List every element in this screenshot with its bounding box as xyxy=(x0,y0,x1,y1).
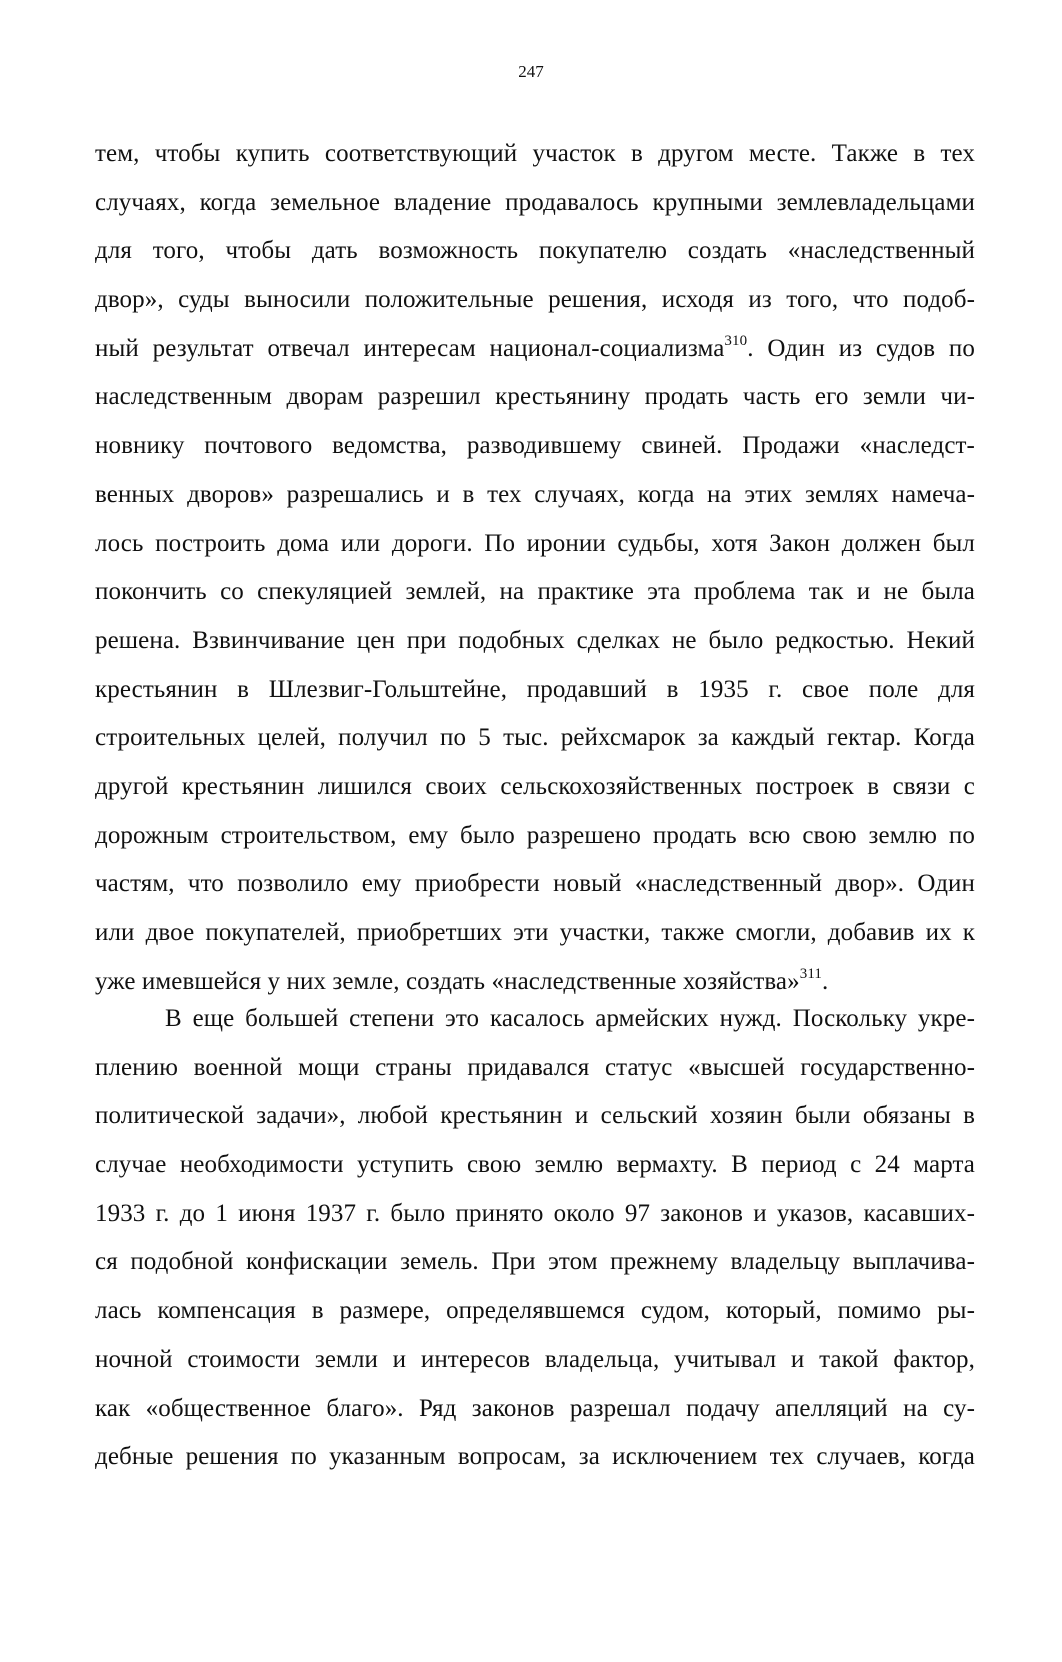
text-line: двор», суды выносили положительные решения, исходя из того, что подоб- xyxy=(95,286,975,314)
text-line: политической задачи», любой крестьянин и сельский хозяин были обязаны в xyxy=(95,1102,975,1130)
line-text-after-footnote: . Один из судов по xyxy=(747,334,975,362)
text-line: или двое покупателей, приобретших эти участки, также смогли, добавив их к xyxy=(95,919,975,946)
text-line: случаях, когда земельное владение продавалось крупными землевладельцами xyxy=(95,188,975,216)
text-line: тем, чтобы купить соответствующий участок в другом месте. Также в тех xyxy=(95,140,975,167)
text-line: 1933 г. до 1 июня 1937 г. было принято около 97 законов и указов, касавших- xyxy=(95,1199,975,1227)
text-line: новнику почтового ведомства, разводившему свиней. Продажи «наследст- xyxy=(95,432,975,460)
text-line: дебные решения по указанным вопросам, за исключением тех случаев, когда xyxy=(95,1443,975,1471)
paragraph-1 xyxy=(95,130,975,1006)
text-line: как «общественное благо». Ряд законов разрешал подачу апелляций на су- xyxy=(95,1394,975,1422)
text-line: покончить со спекуляцией землей, на практике эта проблема так и не была xyxy=(95,578,975,606)
paragraph-2 xyxy=(95,995,975,1482)
text-line: частям, что позволило ему приобрести новый «наследственный двор». Один xyxy=(95,870,975,898)
line-text-after-footnote: . xyxy=(821,967,829,995)
footnote-ref-310: 310 xyxy=(724,332,748,349)
text-line: другой крестьянин лишился своих сельскохозяйственных построек в связи с xyxy=(95,772,975,800)
footnote-ref-311: 311 xyxy=(799,965,822,982)
text-line: наследственным дворам разрешил крестьянину продать часть его земли чи- xyxy=(95,383,975,411)
text-line xyxy=(95,325,975,374)
text-line: случае необходимости уступить свою землю вермахту. В период с 24 марта xyxy=(95,1151,975,1179)
text-line: ся подобной конфискации земель. При этом прежнему владельцу выплачива- xyxy=(95,1248,975,1276)
text-line: В еще большей степени это касалось армейских нужд. Поскольку укре- xyxy=(165,1005,975,1032)
text-line: лась компенсация в размере, определявшемся судом, который, помимо ры- xyxy=(95,1297,975,1325)
line-text: ный результат отвечал интересам национал-социализма xyxy=(95,334,725,362)
text-line: ночной стоимости земли и интересов владельца, учитывал и такой фактор, xyxy=(95,1345,975,1373)
line-text: уже имевшейся у них земле, создать «наследственные хозяйства» xyxy=(95,967,800,995)
text-line: плению военной мощи страны придавался статус «высшей государственно- xyxy=(95,1053,975,1081)
text-line: венных дворов» разрешались и в тех случаях, когда на этих землях намеча- xyxy=(95,480,975,508)
text-line: крестьянин в Шлезвиг-Гольштейне, продавший в 1935 г. свое поле для xyxy=(95,675,975,703)
text-line: лось построить дома или дороги. По иронии судьбы, хотя Закон должен был xyxy=(95,529,975,557)
text-line: решена. Взвинчивание цен при подобных сделках не было редкостью. Некий xyxy=(95,626,975,654)
text-line: дорожным строительством, ему было разрешено продать всю свою землю по xyxy=(95,821,975,849)
text-line: для того, чтобы дать возможность покупателю создать «наследственный xyxy=(95,237,975,265)
page-number: 247 xyxy=(518,62,544,81)
text-line: строительных целей, получил по 5 тыс. рейхсмарок за каждый гектар. Когда xyxy=(95,724,975,752)
